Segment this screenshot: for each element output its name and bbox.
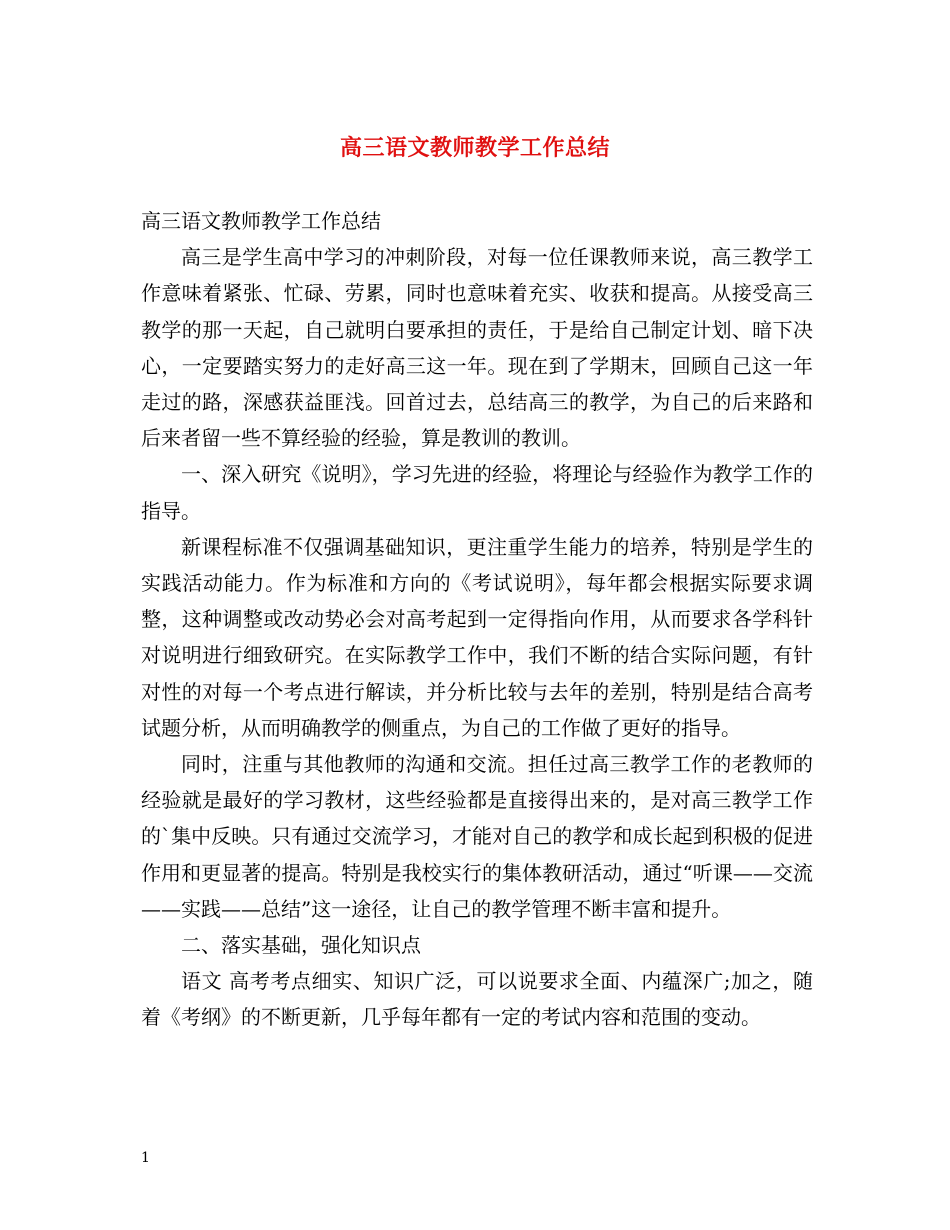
document-title: 高三语文教师教学工作总结 [339, 135, 610, 161]
paragraph-communication: 同时，注重与其他教师的沟通和交流。担任过高三教学工作的老教师的经验就是最好的学习教材，这些经验都是直接得出来的，是对高三教学工作的`集中反映。只有通过交流学习，才能对自己的教学和成长起到积极的促进作用和更显著的提高。特别是我校实行的集体教研活动，通过“听课——交流——实践——总结”这一途径，让自己的教学管理不断丰富和提升。 [141, 752, 813, 921]
paragraph-exam-points: 语文 高考考点细实、知识广泛，可以说要求全面、内蕴深广;加之，随着《考纲》的不断更新，几乎每年都有一定的考试内容和范围的变动。 [141, 969, 813, 1030]
paragraph-heading: 高三语文教师教学工作总结 [141, 209, 381, 233]
section-heading-2: 二、落实基础，强化知识点 [181, 933, 421, 958]
document-body [141, 203, 813, 1036]
paragraph-intro: 高三是学生高中学习的冲刺阶段，对每一位任课教师来说，高三教学工作意味着紧张、忙碌、劳累，同时也意味着充实、收获和提高。从接受高三教学的那一天起，自己就明白要承担的责任，于是给自己制定计划、暗下决心，一定要踏实努力的走好高三这一年。现在到了学期末，回顾自己这一年走过的路，深感获益匪浅。回首过去，总结高三的教学，为自己的后来路和后来者留一些不算经验的经验，算是教训的教训。 [141, 245, 813, 451]
section-heading-1: 一、深入研究《说明》，学习先进的经验，将理论与经验作为教学工作的指导。 [141, 462, 813, 523]
page-number: 1 [141, 1150, 150, 1166]
paragraph-curriculum: 新课程标准不仅强调基础知识，更注重学生能力的培养，特别是学生的实践活动能力。作为标准和方向的《考试说明》，每年都会根据实际要求调整，这种调整或改动势必会对高考起到一定得指向作用，从而要求各学科针对说明进行细致研究。在实际教学工作中，我们不断的结合实际问题，有针对性的对每一个考点进行解读，并分析比较与去年的差别，特别是结合高考试题分析，从而明确教学的侧重点，为自己的工作做了更好的指导。 [141, 534, 813, 740]
